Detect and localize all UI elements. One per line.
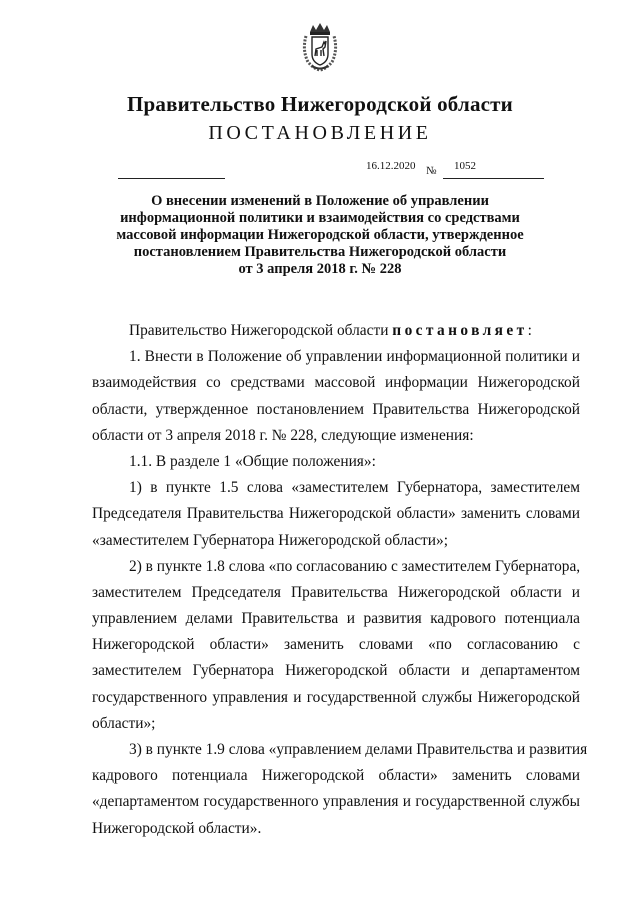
body-line: кадрового потенциала Нижегородской области» заменить словами bbox=[92, 767, 580, 785]
organization-name: Правительство Нижегородской области bbox=[127, 92, 513, 116]
preamble bbox=[92, 318, 580, 344]
body-line: 3) в пункте 1.9 слова «управлением делами Правительства и развития bbox=[129, 741, 588, 758]
body-line: «заместителем Губернатора Нижегородской области»; bbox=[92, 531, 448, 549]
body-line: области от 3 апреля 2018 г. № 228, следующие изменения: bbox=[92, 426, 474, 444]
body-line: области, утвержденное постановлением Правительства Нижегородской bbox=[92, 400, 580, 418]
body-line: заместителем Председателя Правительства Нижегородской области и bbox=[92, 583, 580, 601]
preamble-action: постановляет bbox=[392, 322, 528, 339]
title-line: от 3 апреля 2018 г. № 228 bbox=[238, 261, 402, 277]
body-line: Нижегородской области» заменить словами «по согласованию с bbox=[92, 636, 580, 654]
title-line: О внесении изменений в Положение об управлении bbox=[151, 193, 489, 209]
document-number: 1052 bbox=[454, 160, 476, 172]
body-line: Нижегородской области». bbox=[92, 819, 262, 837]
preamble-text: Правительство Нижегородской области bbox=[129, 322, 389, 339]
body-line: Председателя Правительства Нижегородской области» заменить словами bbox=[92, 505, 580, 523]
body-line: управлением делами Правительства и развития кадрового потенциала bbox=[92, 610, 580, 628]
document-type: ПОСТАНОВЛЕНИЕ bbox=[208, 122, 432, 144]
date-underline bbox=[118, 178, 225, 179]
body-line: 1.1. В разделе 1 «Общие положения»: bbox=[129, 452, 376, 470]
body-line: 2) в пункте 1.8 слова «по согласованию с заместителем Губернатора, bbox=[129, 557, 581, 575]
coat-of-arms-icon bbox=[300, 22, 340, 72]
preamble-colon: : bbox=[527, 322, 532, 339]
body-line: взаимодействия со средствами массовой информации Нижегородской bbox=[92, 374, 580, 392]
body-line: заместителем Губернатора Нижегородской области и департаментом bbox=[92, 662, 580, 680]
title-line: массовой информации Нижегородской области, утвержденное bbox=[116, 227, 524, 243]
title-line: информационной политики и взаимодействия со средствами bbox=[120, 210, 520, 226]
document-body bbox=[92, 318, 588, 842]
document-title bbox=[100, 193, 540, 278]
body-line: области»; bbox=[92, 714, 156, 732]
body-line: «департаментом государственного управления и государственной службы bbox=[92, 793, 580, 811]
number-sign: № bbox=[426, 165, 437, 177]
number-underline bbox=[443, 178, 544, 179]
body-line: 1. Внести в Положение об управлении информационной политики и bbox=[129, 348, 580, 366]
body-line: государственного управления и государственной службы Нижегородской bbox=[92, 688, 580, 706]
title-line: постановлением Правительства Нижегородской области bbox=[133, 244, 507, 260]
body-line: 1) в пункте 1.5 слова «заместителем Губернатора, заместителем bbox=[129, 479, 580, 497]
document-date: 16.12.2020 bbox=[366, 160, 416, 172]
